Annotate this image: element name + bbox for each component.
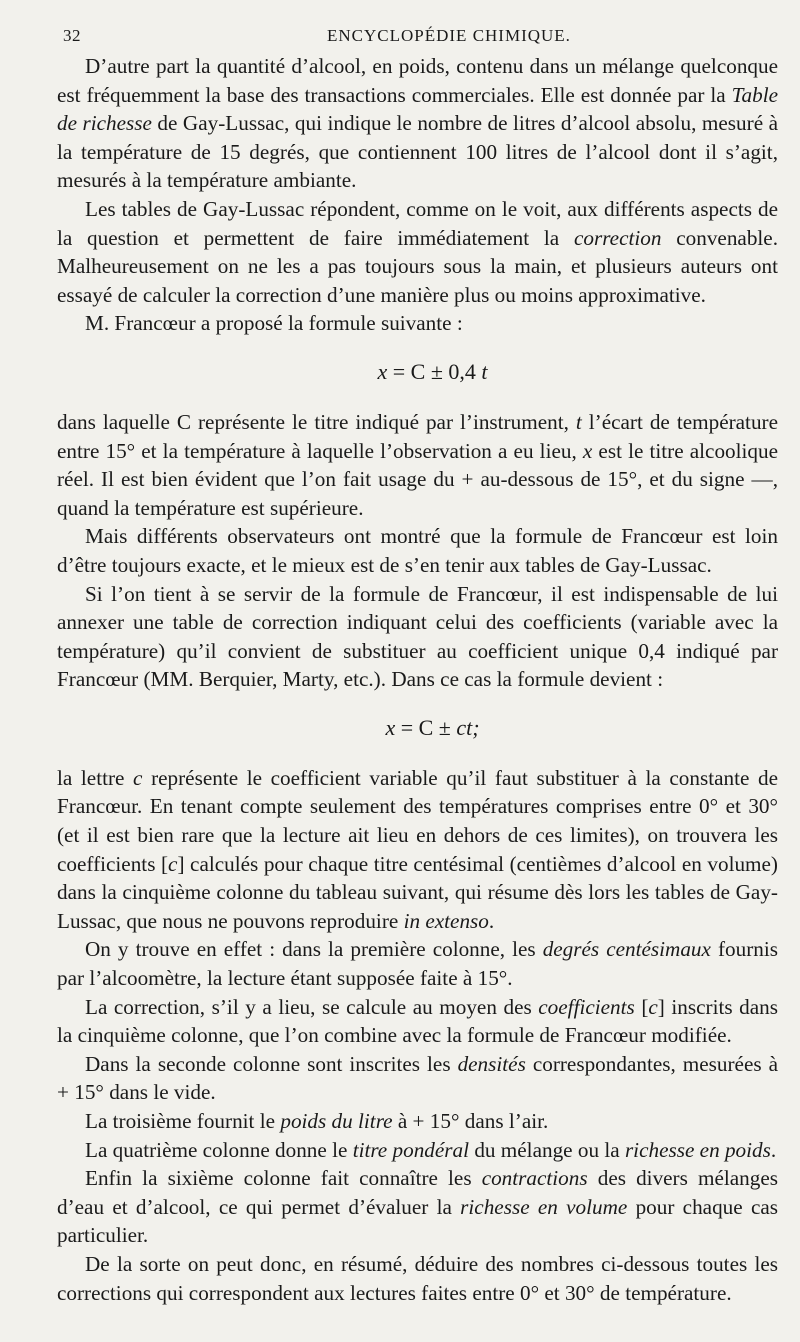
paragraph-resume: De la sorte on peut donc, en résumé, déduire des nombres ci-dessous toutes les corrections qui correspondent aux lectures faites entre 0° et 30° de température. — [57, 1251, 778, 1305]
body-text — [57, 52, 778, 1307]
formula-modified: x = C ± ct; — [385, 714, 480, 740]
page-number: 32 — [63, 26, 81, 45]
paragraph-correction-coefficients: La correction, s’il y a lieu, se calcule au moyen des coefficients [c] inscrits dans la cinquième colonne, que l’on combine avec la formule de Francœur modifiée. — [57, 994, 778, 1048]
paragraph-premiere-colonne: On y trouve en effet : dans la première colonne, les degrés centésimaux fournis par l’alcoomètre, la lecture étant supposée faite à 15°. — [57, 937, 779, 991]
paragraph-francoeur-propose: M. Francœur a proposé la formule suivante : — [85, 311, 463, 336]
paragraph-coefficient-variable: la lettre c représente le coefficient variable qu’il faut substituer à la constante de Francœur. En tenant compte seulement des températures comprises entre 0° et 30° (et il est bien rare que la lecture ait lieu en dehors de ces limites), on trouvera les coefficients [c] calculés pour chaque titre centésimal (centièmes d’alcool en volume) dans la cinquième colonne du tableau suivant, qui résume dès lors les tables de Gay-Lussac, que nous ne pouvons reproduire in extenso. — [57, 765, 778, 933]
page-header — [57, 20, 778, 52]
paragraph-formula-explanation: dans laquelle C représente le titre indiqué par l’instrument, t l’écart de température entre 15° et la température à laquelle l’observation a eu lieu, x est le titre alcoolique réel. Il est bien évident que l’on fait usage du + au-dessous de 15°, et du signe —, quand la température est supérieure. — [57, 409, 778, 520]
paragraph-observateurs: Mais différents observateurs ont montré que la formule de Francœur est loin d’être toujours exacte, et le mieux est de s’en tenir aux tables de Gay-Lussac. — [57, 524, 778, 577]
paragraph-troisieme-colonne: La troisième fournit le poids du litre à + 15° dans l’air. — [85, 1109, 549, 1133]
paragraph-quatrieme-colonne: La quatrième colonne donne le titre pondéral du mélange ou la richesse en poids. — [85, 1137, 777, 1162]
paragraph-tables-gay-lussac: Les tables de Gay-Lussac répondent, comme on le voit, aux différents aspects de la question et permettent de faire immédiatement la correction convenable. Malheureusement on ne les a pas toujours sous la main, et plusieurs auteurs ont essayé de calculer la correction d’une manière plus ou moins approximative. — [57, 196, 779, 307]
paragraph-sixieme-colonne: Enfin la sixième colonne fait connaître les contractions des divers mélanges d’eau et d’alcool, ce qui permet d’évaluer la richesse en volume pour chaque cas particulier. — [57, 1166, 778, 1248]
running-title: ENCYCLOPÉDIE CHIMIQUE. — [327, 26, 571, 45]
paragraph-table-correction: Si l’on tient à se servir de la formule de Francœur, il est indispensable de lui annexer une table de correction indiquant celui des coefficients (variable avec la température) qu’il convient de substituer au coefficient unique 0,4 indiqué par Francœur (MM. Berquier, Marty, etc.). Dans ce cas la formule devient : — [57, 581, 778, 692]
formula-francoeur: x = C ± 0,4 t — [377, 358, 488, 384]
paragraph-seconde-colonne: Dans la seconde colonne sont inscrites les densités correspondantes, mesurées à + 15° dans le vide. — [57, 1051, 779, 1105]
paragraph-quantite-alcool: D’autre part la quantité d’alcool, en poids, contenu dans un mélange quelconque est fréquemment la base des transactions commerciales. Elle est donnée par la Table de richesse de Gay-Lussac, qui indique le nombre de litres d’alcool absolu, mesuré à la température de 15 degrés, que contiennent 100 litres de l’alcool dont il s’agit, mesurés à la température ambiante. — [57, 54, 778, 193]
